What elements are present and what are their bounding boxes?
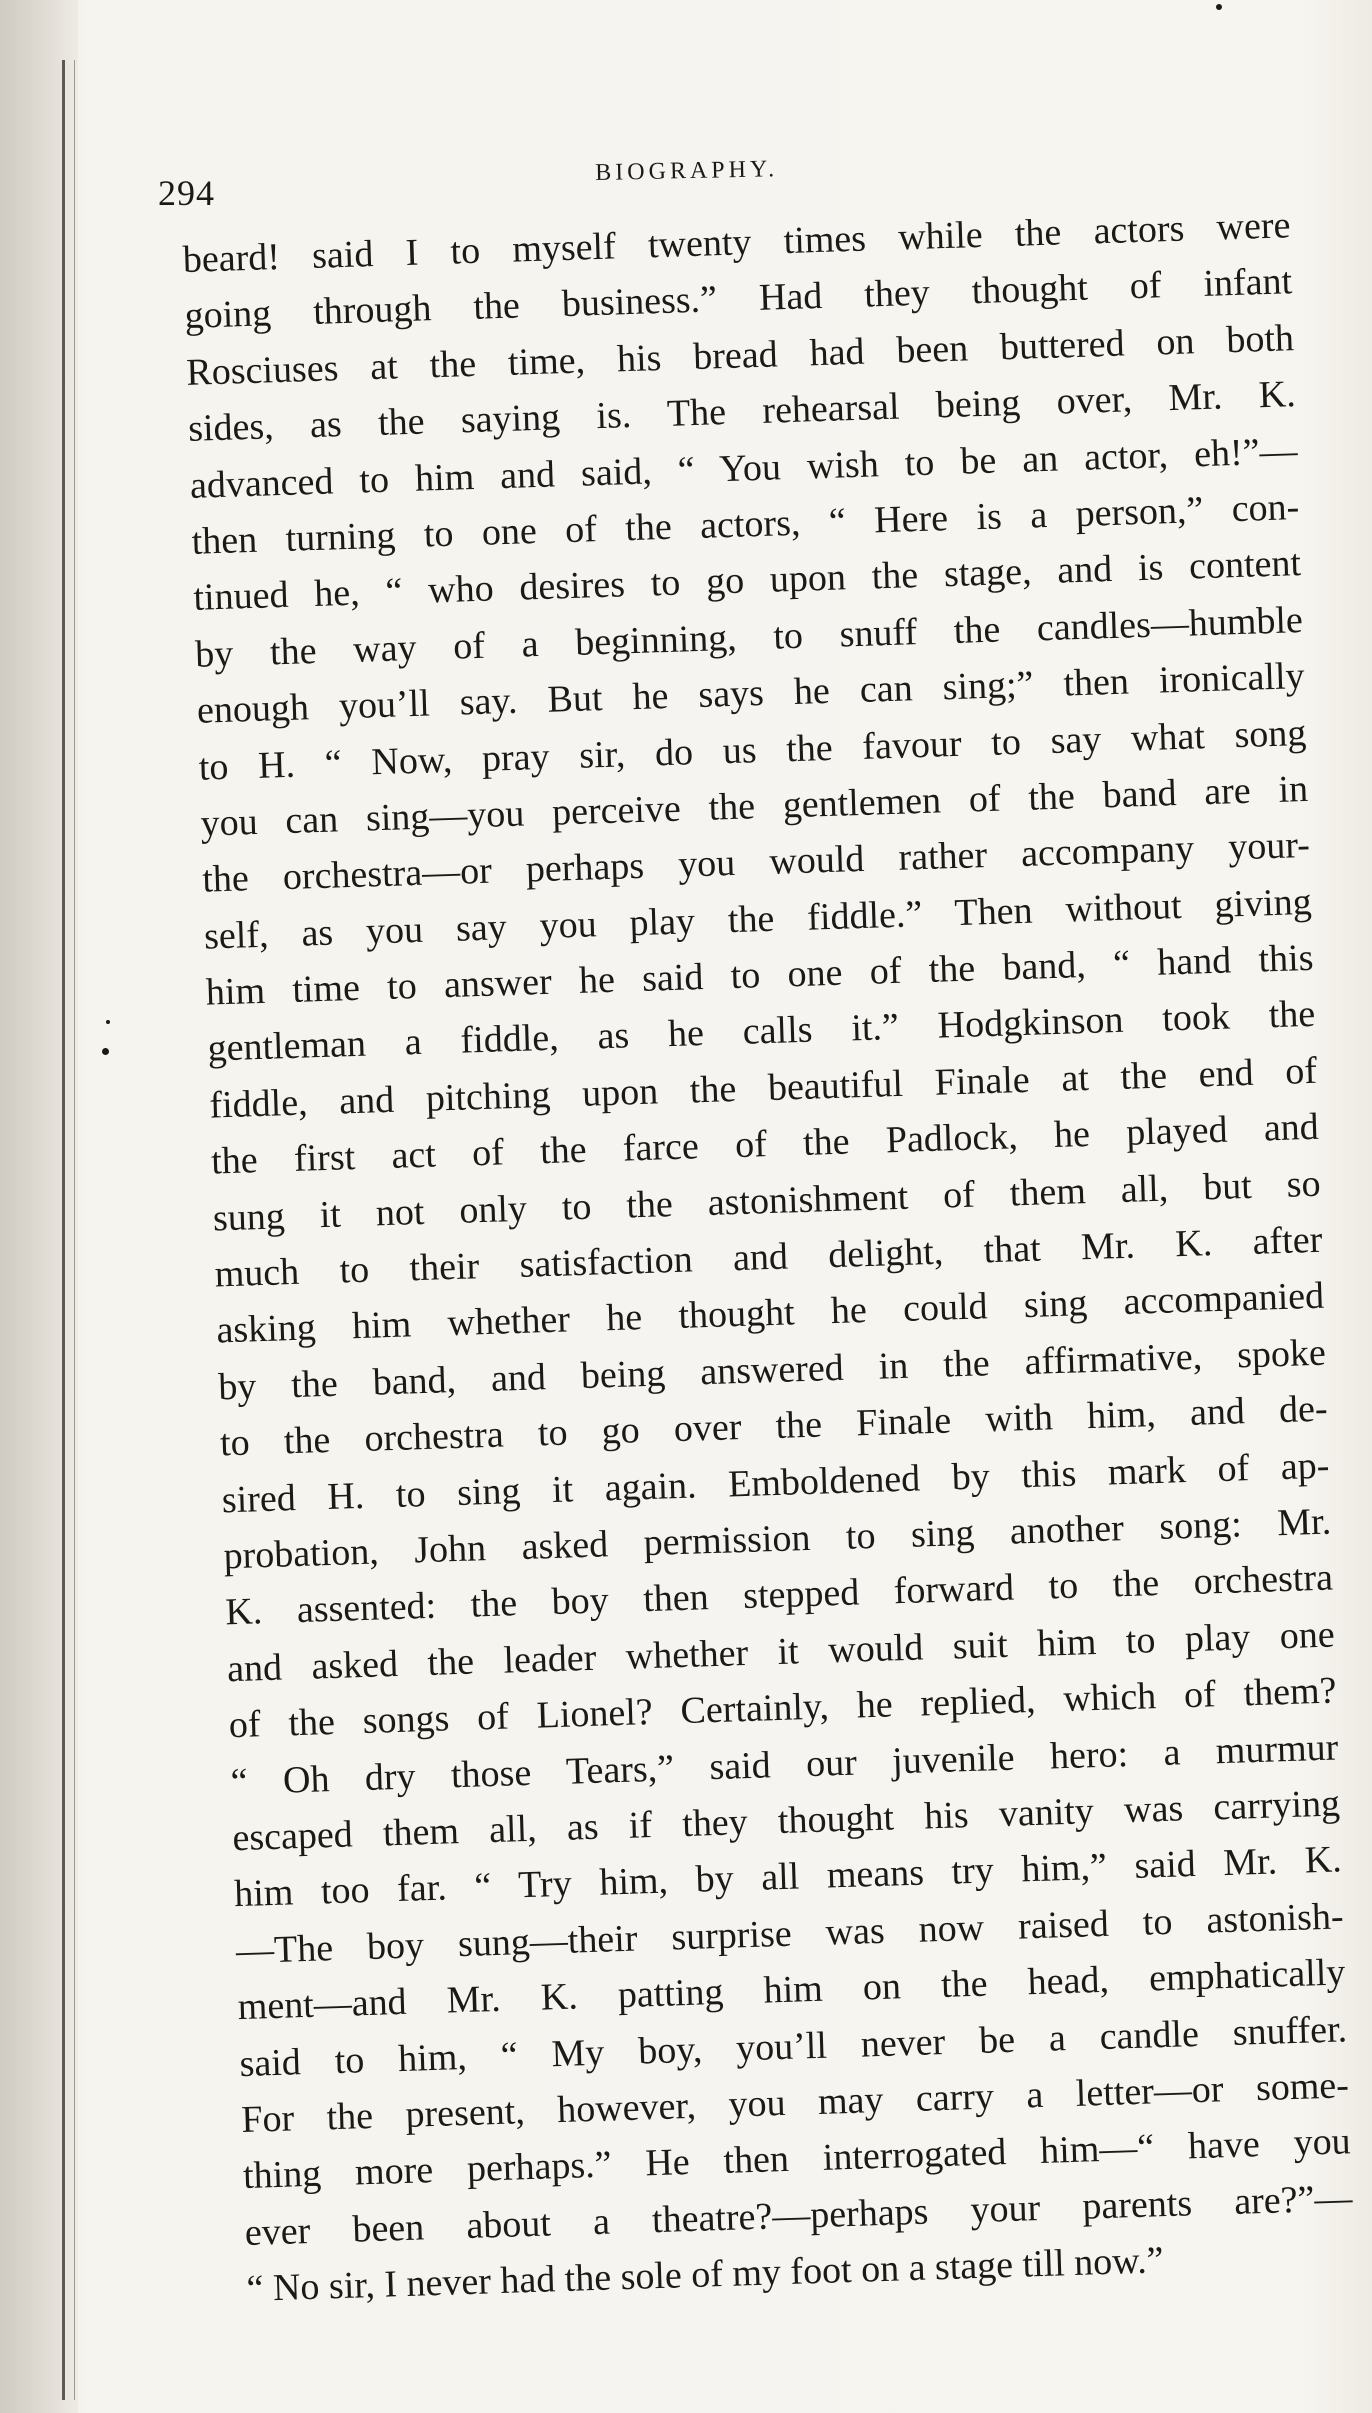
- text-line: then turning to one of the actors, “ Here is a person,” con-: [191, 486, 1300, 563]
- text-line: “ No sir, I never had the sole of my foot on a stage till now.”: [245, 2239, 1165, 2311]
- ink-speck: [102, 1048, 109, 1055]
- text-line: him time to answer he said to one of the band, “ hand this: [205, 936, 1315, 1014]
- text-line: fiddle, and pitching upon the beautiful Finale at the end of: [208, 1049, 1318, 1127]
- text-line: beard! said I to myself twenty times while the actors were: [182, 204, 1291, 281]
- text-line: the first act of the farce of the Padlock, he played and: [210, 1105, 1320, 1183]
- text-line: For the present, however, you may carry a letter—or some-: [240, 2064, 1350, 2141]
- text-line: sired H. to sing it again. Emboldened by this mark of ap-: [221, 1444, 1330, 1521]
- text-line: “ Oh dry those Tears,” said our juvenile hero: a murmur: [230, 1725, 1339, 1803]
- ink-speck: [106, 1020, 110, 1024]
- text-line: enough you’ll say. But he says he can sing;” then ironically: [196, 655, 1306, 732]
- text-line: to H. “ Now, pray sir, do us the favour to say what song: [198, 711, 1307, 789]
- text-line: and asked the leader whether it would suit him to play one: [226, 1613, 1336, 1691]
- text-line: ment—and Mr. K. patting him on the head, emphatically: [237, 1951, 1346, 2029]
- text-line: K. assented: the boy then stepped forward to the orchestra: [224, 1556, 1334, 1634]
- text-line: much to their satisfaction and delight, that Mr. K. after: [214, 1218, 1323, 1296]
- binding-edge: [0, 0, 78, 2413]
- text-line: by the way of a beginning, to snuff the candles—humble: [194, 598, 1304, 676]
- text-line: said to him, “ My boy, you’ll never be a candle snuffer.: [238, 2007, 1348, 2085]
- text-line: by the band, and being answered in the affirmative, spoke: [217, 1331, 1327, 1409]
- text-line: thing more perhaps.” He then interrogated him—“ have you: [242, 2120, 1352, 2198]
- binding-line-inner: [74, 60, 75, 2400]
- body-text: [182, 197, 1355, 2317]
- text-line: escaped them all, as if they thought his vanity was carrying: [231, 1782, 1341, 1860]
- text-line: sung it not only to the astonishment of them all, but so: [212, 1162, 1322, 1240]
- binding-line: [62, 60, 65, 2400]
- text-line: going through the business.” Had they thought of infant: [183, 260, 1293, 338]
- ink-speck: [1216, 4, 1222, 10]
- text-line: Rosciuses at the time, his bread had been buttered on both: [185, 316, 1295, 394]
- text-line: gentleman a fiddle, as he calls it.” Hodgkinson took the: [207, 993, 1316, 1071]
- text-line: ever been about a theatre?—perhaps your parents are?”—: [244, 2176, 1353, 2254]
- text-line: asking him whether he thought he could sing accompanied: [215, 1275, 1325, 1352]
- text-line: sides, as the saying is. The rehearsal being over, Mr. K.: [187, 373, 1297, 451]
- text-line: self, as you say you play the fiddle.” Then without giving: [203, 880, 1313, 958]
- text-line: you can sing—you perceive the gentlemen of the band are in: [199, 767, 1309, 845]
- text-line: probation, John asked permission to sing another song: Mr.: [222, 1500, 1332, 1578]
- text-line: of the songs of Lionel? Certainly, he replied, which of them?: [228, 1669, 1338, 1747]
- text-line: the orchestra—or perhaps you would rather accompany your-: [201, 824, 1311, 901]
- text-line: to the orchestra to go over the Finale with him, and de-: [219, 1387, 1329, 1465]
- text-line: tinued he, “ who desires to go upon the stage, and is content: [192, 542, 1302, 620]
- running-head: BIOGRAPHY.: [595, 156, 779, 186]
- text-line: —The boy sung—their surprise was now raised to astonish-: [235, 1895, 1345, 1972]
- page-number: 294: [158, 173, 215, 213]
- text-line: him too far. “ Try him, by all means try him,” said Mr. K.: [233, 1838, 1343, 1916]
- text-line: advanced to him and said, “ You wish to be an actor, eh!”—: [189, 429, 1299, 507]
